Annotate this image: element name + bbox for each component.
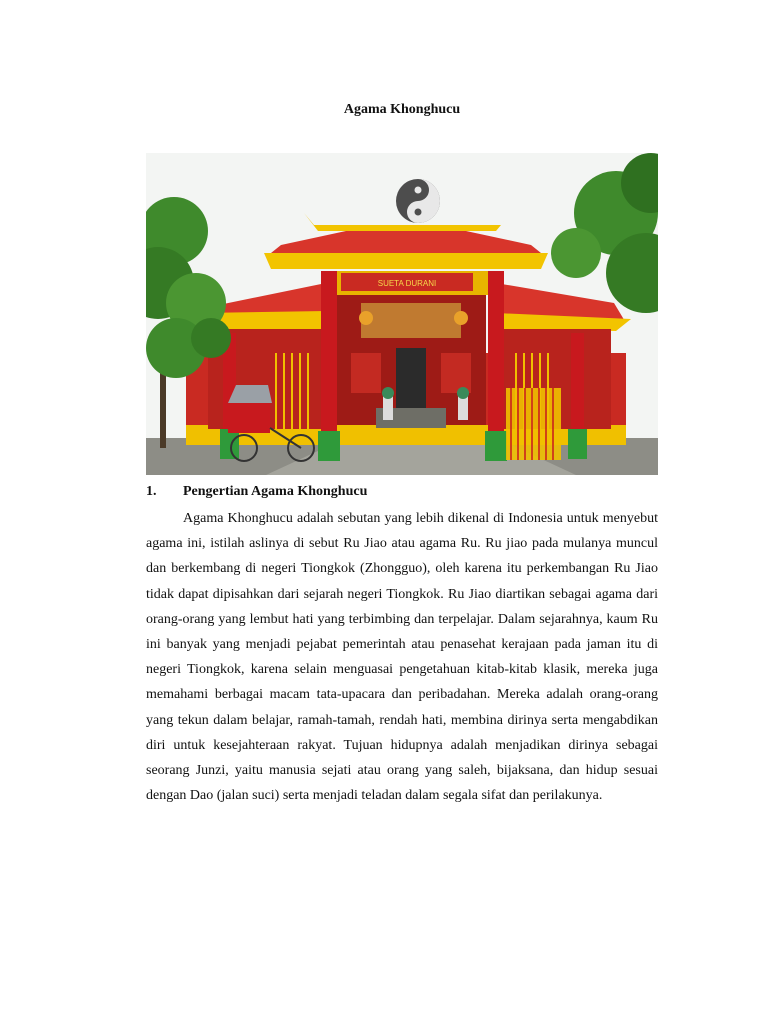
yin-yang-icon bbox=[396, 179, 440, 223]
page-title: Agama Khonghucu bbox=[343, 102, 461, 117]
right-pillar bbox=[488, 271, 504, 431]
section-number: 1. bbox=[146, 484, 157, 499]
section-heading bbox=[146, 484, 367, 500]
gate-sign: SUETA DURANI bbox=[377, 279, 437, 288]
temple-gate-photo bbox=[146, 153, 658, 475]
section-title: Pengertian Agama Khonghucu bbox=[183, 484, 368, 499]
body-paragraph: Agama Khonghucu adalah sebutan yang lebih dikenal di Indonesia untuk menyebut agama ini, istilah aslinya di sebut Ru Jiao atau agama Ru. Ru jiao pada mulanya muncul dan berkembang di negeri Tiongkok (Zhongguo), oleh karena itu perkembangan Ru Jiao tidak dapat dipisahkan dari sejarah negeri Tiongkok. Ru Jiao diartikan sebagai agama dari orang-orang yang lembut hati yang terbimbing dan terpelajar. Dalam sejarahnya, kaum Ru ini banyak yang menjadi pejabat pemerintah atau penasehat kerajaan pada jaman itu di negeri Tiongkok, karena selain menguasai pengetahuan kitab-kitab klasik, mereka juga memahami berbagai macam tata-upacara dan peribadahan. Mereka adalah orang-orang yang tekun dalam belajar, ramah-tamah, rendah hati, membina dirinya serta mengabdikan diri untuk kesejahteraan rakyat. Tujuan hidupnya adalah menjadikan dirinya sebagai seorang Junzi, yaitu manusia sejati atau orang yang saleh, bijaksana, dan hidup sesuai dengan Dao (jalan suci) serta menjadi teladan dalam segala sifat dan perilakunya. bbox=[146, 511, 658, 804]
left-pillar bbox=[321, 271, 337, 431]
